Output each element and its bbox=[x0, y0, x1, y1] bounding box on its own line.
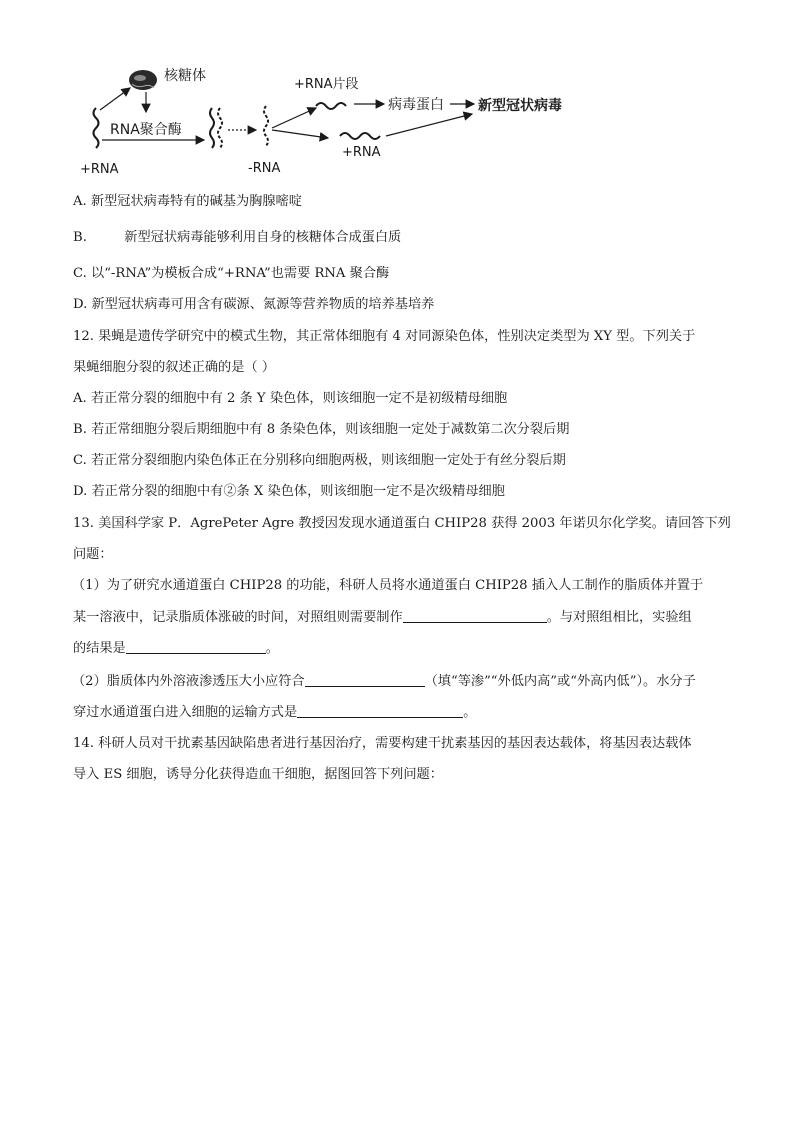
q11-option-b bbox=[73, 229, 401, 247]
minus-rna-strand bbox=[264, 106, 268, 146]
q13-part2-line2-text: 穿过水通道蛋白进入细胞的运输方式是 bbox=[73, 705, 298, 720]
q13-part1-line2-text: 某一溶液中，记录脂质体涨破的时间，对照组则需要制作 bbox=[73, 610, 403, 625]
viral-protein-label: 病毒蛋白 bbox=[388, 97, 444, 113]
q13-stem-line1: 13. 美国科学家 P．AgrePeter Agre 教授因发现水通道蛋白 CHIP28 获得 2003 年诺贝尔化学奖。请回答下列 bbox=[73, 516, 731, 531]
q14-stem-line1: 14. 科研人员对干扰素基因缺陷患者进行基因治疗，需要构建干扰素基因的基因表达载体，将基因表达载体 bbox=[73, 736, 692, 751]
q13-part2-line2-tail: 。 bbox=[463, 705, 477, 720]
new-coronavirus-label: 新型冠状病毒 bbox=[478, 98, 562, 114]
q12-option-b: B. 若正常细胞分裂后期细胞中有 8 条染色体，则该细胞一定处于减数第二次分裂后期 bbox=[73, 422, 570, 437]
q13-part1-line3-tail: 。 bbox=[265, 641, 279, 656]
plus-rna-right-label: +RNA bbox=[342, 145, 381, 160]
blank-experiment-result[interactable] bbox=[126, 639, 266, 654]
q11-option-b-letter: B. bbox=[73, 230, 87, 245]
plus-rna-strand-right bbox=[340, 133, 380, 139]
ribosome-icon bbox=[129, 70, 157, 90]
plus-rna-strand-left bbox=[94, 108, 99, 148]
arrow-to-plus-rna-right bbox=[272, 130, 328, 138]
rna-fragment-wave bbox=[316, 103, 346, 109]
q13-part1-line1: （1）为了研究水通道蛋白 CHIP28 的功能，科研人员将水通道蛋白 CHIP28 插入人工制作的脂质体并置于 bbox=[72, 578, 704, 593]
q11-option-a: A. 新型冠状病毒特有的碱基为胸腺嘧啶 bbox=[73, 194, 302, 209]
q13-part2-line1-text: （2）脂质体内外溶液渗透压大小应符合 bbox=[72, 674, 305, 689]
q11-option-c: C. 以“-RNA”为模板合成“+RNA”也需要 RNA 聚合酶 bbox=[73, 266, 390, 281]
q13-part2-line2 bbox=[73, 703, 476, 722]
diagram-svg bbox=[70, 58, 610, 188]
arrow-rna-to-virus bbox=[386, 114, 472, 136]
q13-part2-line1-tail: （填“等渗”“外低内高”或“外高内低”）。水分子 bbox=[424, 674, 696, 689]
double-strand-rna bbox=[210, 108, 222, 148]
arrow-to-ribosome bbox=[100, 88, 130, 110]
arrow-to-rna-fragment bbox=[272, 108, 316, 128]
q13-part2-line1 bbox=[72, 672, 696, 691]
q13-stem-line2: 问题： bbox=[73, 547, 113, 562]
q12-stem-line2: 果蝇细胞分裂的叙述正确的是（ ） bbox=[73, 360, 276, 375]
rna-fragment-label: +RNA片段 bbox=[294, 77, 359, 92]
q13-part1-line2-tail: 。与对照组相比，实验组 bbox=[546, 610, 692, 625]
q13-part1-line2 bbox=[73, 608, 692, 627]
blank-transport-mode[interactable] bbox=[297, 703, 463, 718]
q11-option-b-text: 新型冠状病毒能够利用自身的核糖体合成蛋白质 bbox=[124, 230, 402, 245]
virus-replication-diagram bbox=[70, 58, 610, 188]
q11-option-d: D. 新型冠状病毒可用含有碳源、氮源等营养物质的培养基培养 bbox=[73, 297, 435, 312]
q13-part1-line3 bbox=[73, 639, 279, 658]
minus-rna-label: -RNA bbox=[248, 161, 281, 176]
ribosome-label: 核糖体 bbox=[164, 68, 206, 84]
q13-part1-line3-text: 的结果是 bbox=[73, 641, 126, 656]
q12-option-d: D. 若正常分裂的细胞中有②条 X 染色体，则该细胞一定不是次级精母细胞 bbox=[73, 484, 505, 499]
blank-osmotic-pressure[interactable] bbox=[305, 672, 425, 687]
q12-option-a: A. 若正常分裂的细胞中有 2 条 Y 染色体，则该细胞一定不是初级精母细胞 bbox=[73, 391, 508, 406]
rna-polymerase-label: RNA聚合酶 bbox=[110, 122, 182, 138]
q12-option-c: C. 若正常分裂细胞内染色体正在分别移向细胞两极，则该细胞一定处于有丝分裂后期 bbox=[73, 453, 566, 468]
blank-control-group[interactable] bbox=[403, 608, 547, 623]
plus-rna-left-label: +RNA bbox=[80, 162, 119, 177]
q14-stem-line2: 导入 ES 细胞，诱导分化获得造血干细胞，据图回答下列问题： bbox=[73, 767, 443, 782]
q12-stem-line1: 12. 果蝇是遗传学研究中的模式生物，其正常体细胞有 4 对同源染色体，性别决定类型为 XY 型。下列关于 bbox=[73, 329, 696, 344]
